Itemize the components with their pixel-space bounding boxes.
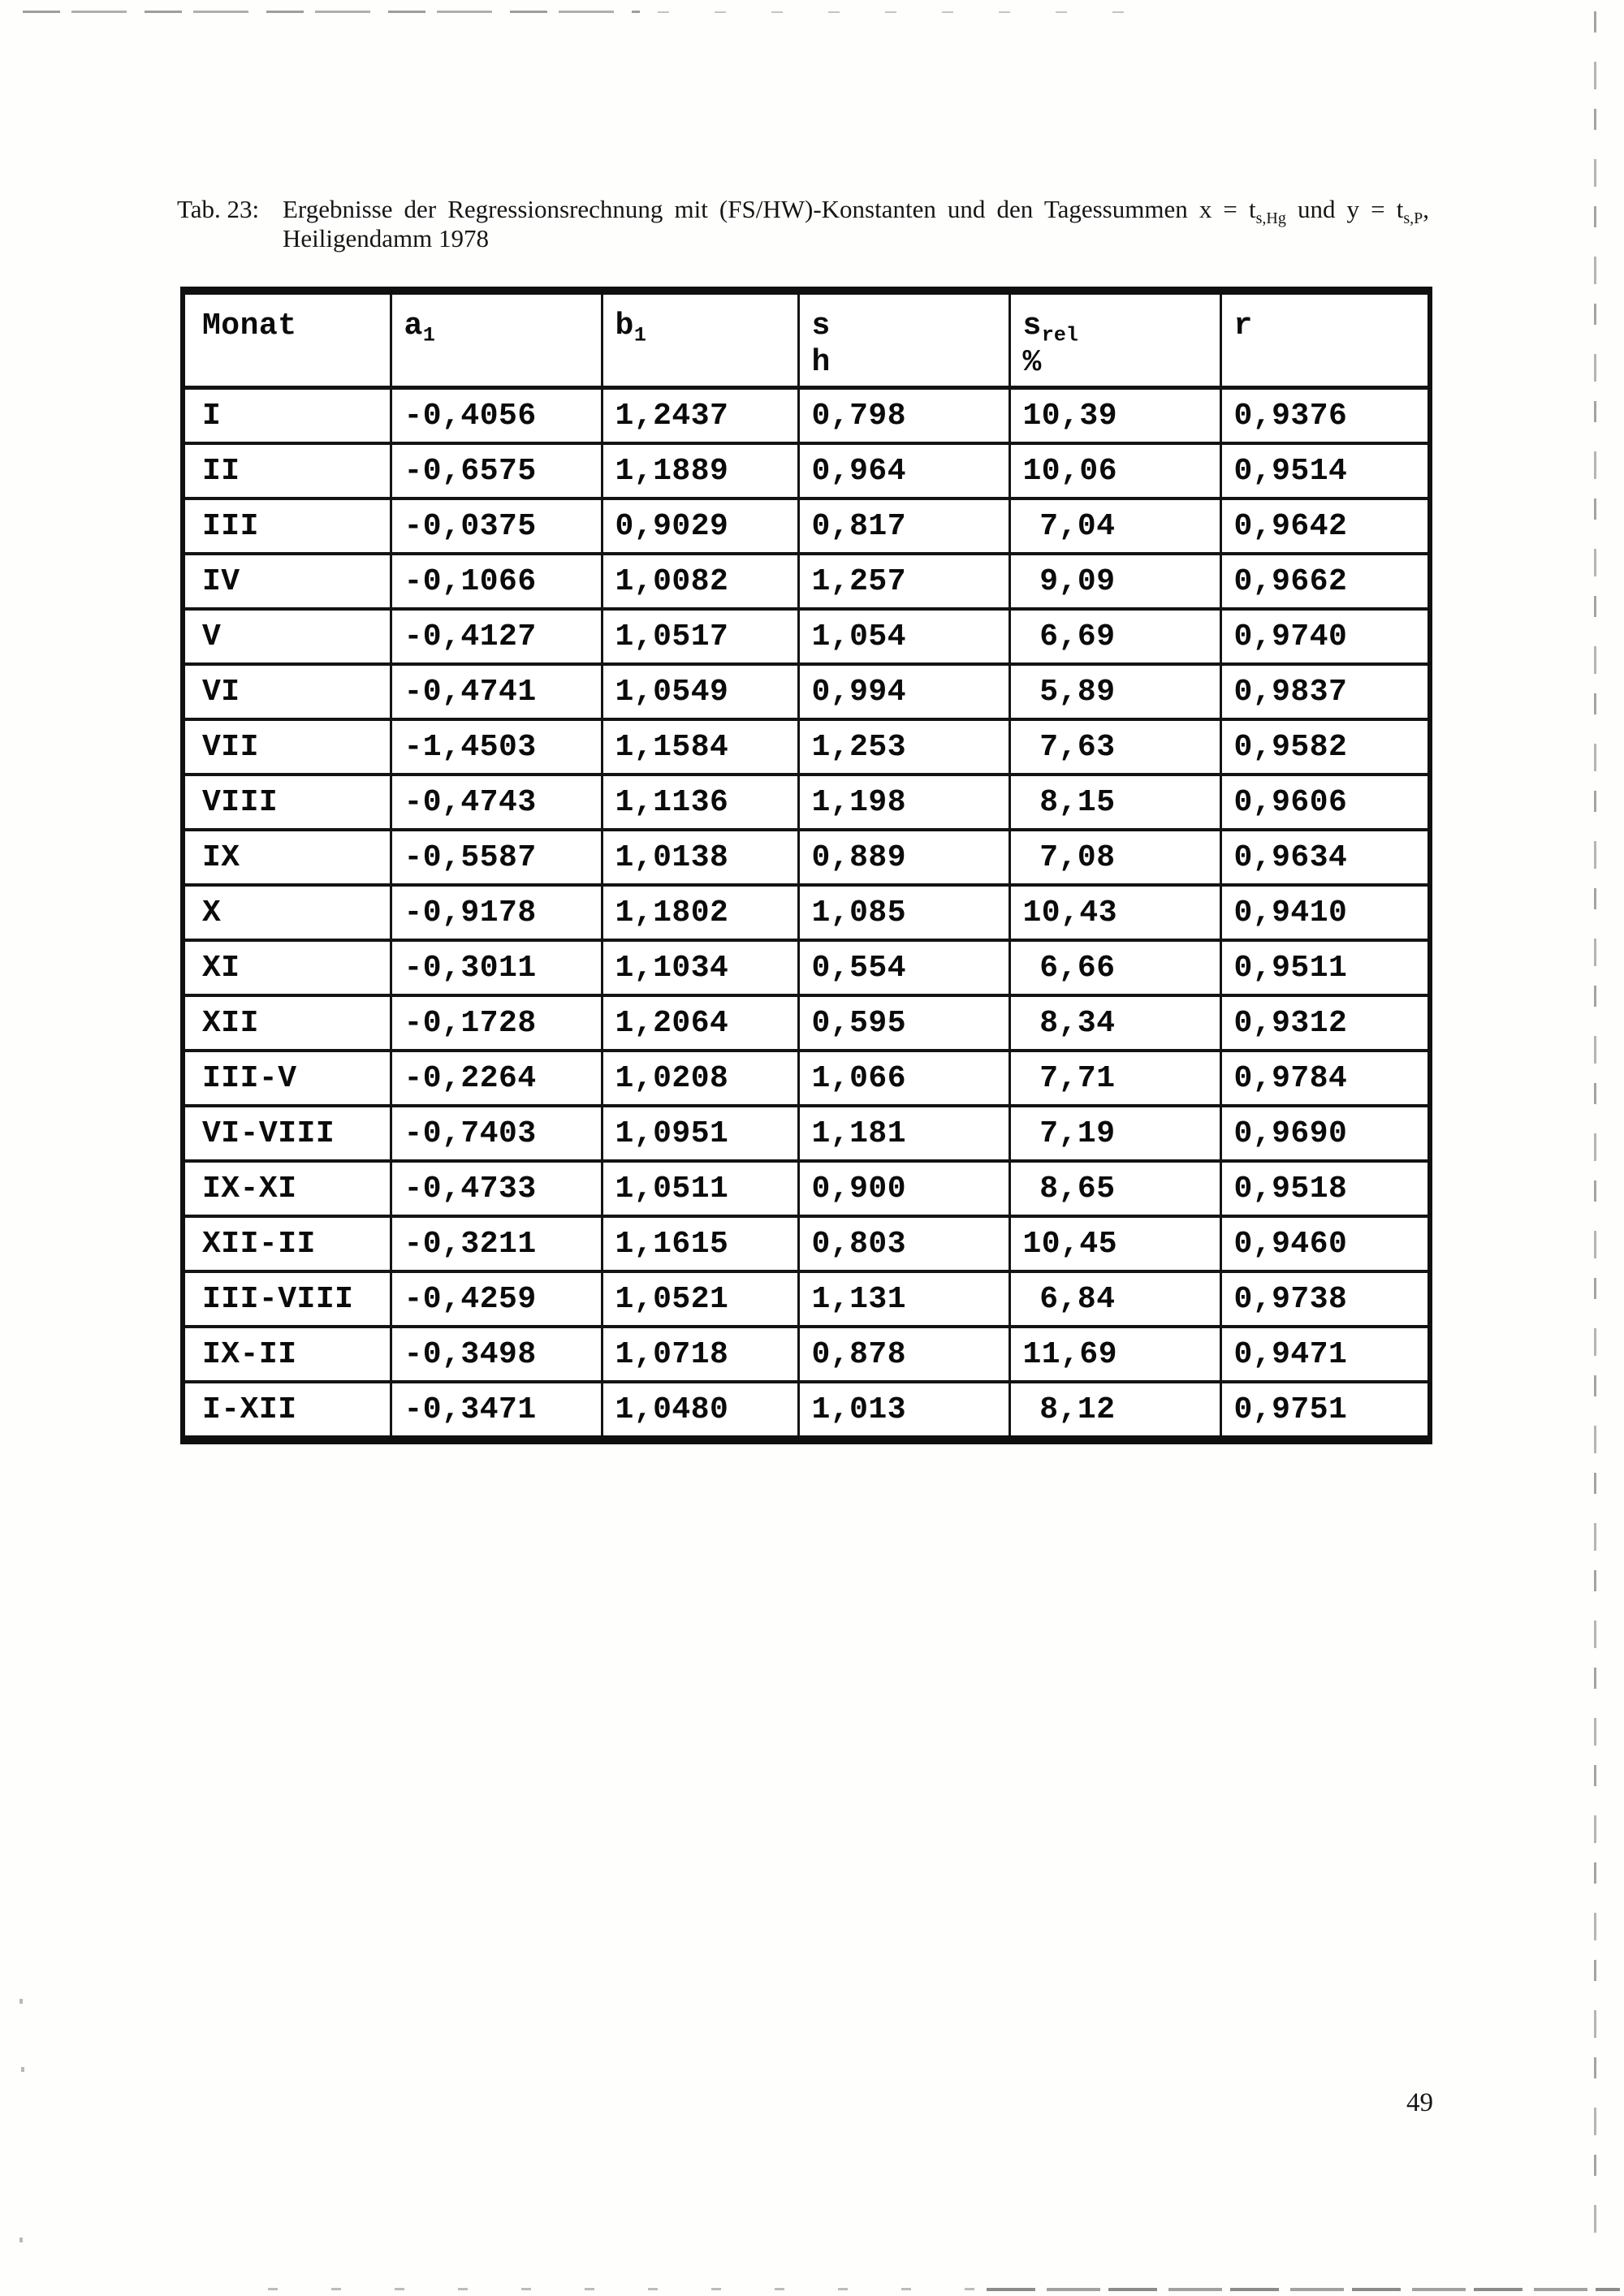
table-row xyxy=(183,1051,1430,1106)
col-header-b1 xyxy=(602,291,798,388)
caption-line-2: Heiligendamm 1978 xyxy=(283,224,489,252)
col-header-srel xyxy=(1009,291,1220,388)
cell-s: 0,595 xyxy=(798,995,1009,1051)
cell-a1: -0,3471 xyxy=(391,1382,602,1440)
cell-monat: III xyxy=(183,498,391,554)
caption-label: Tab. 23: xyxy=(177,195,260,223)
header-label: r xyxy=(1233,309,1253,343)
srel-value: 8,12 xyxy=(1039,1392,1116,1427)
cell-b1: 1,2437 xyxy=(602,388,798,444)
srel-value: 8,34 xyxy=(1039,1005,1116,1041)
table-row xyxy=(183,498,1430,554)
cell-monat: VI-VIII xyxy=(183,1106,391,1161)
cell-monat: VIII xyxy=(183,775,391,830)
caption-line-1 xyxy=(283,195,1429,228)
cell-s: 1,013 xyxy=(798,1382,1009,1440)
cell-srel xyxy=(1009,1106,1220,1161)
cell-s: 1,198 xyxy=(798,775,1009,830)
results-table xyxy=(180,287,1432,1444)
header-label: b xyxy=(615,309,634,343)
cell-b1: 1,0138 xyxy=(602,830,798,885)
cell-monat: III-VIII xyxy=(183,1271,391,1327)
cell-r: 0,9751 xyxy=(1220,1382,1430,1440)
header-row xyxy=(183,291,1430,388)
caption-segment: Ergebnisse der Regressionsrechnung mit (FS/HW)-Konstanten und den Tagessummen x = t xyxy=(283,195,1256,223)
scan-artifact-top-line-2 xyxy=(658,11,1145,13)
cell-b1: 1,0082 xyxy=(602,554,798,609)
cell-r: 0,9690 xyxy=(1220,1106,1430,1161)
cell-monat: XII xyxy=(183,995,391,1051)
cell-s: 0,798 xyxy=(798,388,1009,444)
cell-s: 0,964 xyxy=(798,443,1009,498)
cell-monat: IX xyxy=(183,830,391,885)
cell-srel xyxy=(1009,1161,1220,1216)
cell-a1: -0,7403 xyxy=(391,1106,602,1161)
cell-r: 0,9514 xyxy=(1220,443,1430,498)
cell-srel xyxy=(1009,1271,1220,1327)
table-row xyxy=(183,1271,1430,1327)
cell-a1: -0,4056 xyxy=(391,388,602,444)
cell-s: 0,900 xyxy=(798,1161,1009,1216)
cell-srel xyxy=(1009,775,1220,830)
cell-r: 0,9376 xyxy=(1220,388,1430,444)
cell-a1: -0,9178 xyxy=(391,885,602,940)
table-row xyxy=(183,995,1430,1051)
cell-b1: 1,0511 xyxy=(602,1161,798,1216)
cell-a1: -0,4741 xyxy=(391,664,602,719)
srel-value: 6,84 xyxy=(1039,1281,1116,1317)
cell-srel xyxy=(1009,388,1220,444)
cell-s: 1,257 xyxy=(798,554,1009,609)
cell-r: 0,9606 xyxy=(1220,775,1430,830)
cell-b1: 1,0208 xyxy=(602,1051,798,1106)
srel-value: 5,89 xyxy=(1039,674,1116,710)
cell-s: 0,554 xyxy=(798,940,1009,995)
cell-monat: X xyxy=(183,885,391,940)
table-row xyxy=(183,664,1430,719)
scan-artifact-bottom-line-2 xyxy=(987,2288,1620,2291)
cell-s: 0,878 xyxy=(798,1327,1009,1382)
cell-a1: -1,4503 xyxy=(391,719,602,775)
cell-a1: -0,2264 xyxy=(391,1051,602,1106)
scan-artifact-right-line xyxy=(1594,11,1596,2239)
cell-a1: -0,4127 xyxy=(391,609,602,664)
srel-value: 10,45 xyxy=(1022,1226,1118,1262)
header-subscript: rel xyxy=(1041,323,1078,347)
cell-a1: -0,3011 xyxy=(391,940,602,995)
cell-s: 0,817 xyxy=(798,498,1009,554)
cell-r: 0,9511 xyxy=(1220,940,1430,995)
srel-value: 10,39 xyxy=(1022,398,1118,434)
srel-value: 7,08 xyxy=(1039,839,1116,875)
header-subscript: 1 xyxy=(633,323,646,347)
cell-monat: VII xyxy=(183,719,391,775)
srel-value: 8,15 xyxy=(1039,784,1116,820)
cell-a1: -0,3498 xyxy=(391,1327,602,1382)
table-row xyxy=(183,443,1430,498)
cell-s: 1,085 xyxy=(798,885,1009,940)
srel-value: 7,63 xyxy=(1039,729,1116,765)
header-label: s xyxy=(1022,309,1042,343)
cell-r: 0,9784 xyxy=(1220,1051,1430,1106)
cell-monat: I xyxy=(183,388,391,444)
cell-s: 1,066 xyxy=(798,1051,1009,1106)
col-header-a1 xyxy=(391,291,602,388)
cell-a1: -0,0375 xyxy=(391,498,602,554)
srel-value: 6,69 xyxy=(1039,619,1116,654)
scan-artifact-bottom-line xyxy=(268,2288,983,2290)
cell-b1: 1,0951 xyxy=(602,1106,798,1161)
table-row xyxy=(183,775,1430,830)
table-body xyxy=(183,388,1430,1440)
cell-srel xyxy=(1009,498,1220,554)
cell-srel xyxy=(1009,664,1220,719)
cell-b1: 1,0480 xyxy=(602,1382,798,1440)
cell-b1: 1,0521 xyxy=(602,1271,798,1327)
cell-r: 0,9312 xyxy=(1220,995,1430,1051)
cell-b1: 0,9029 xyxy=(602,498,798,554)
table-row xyxy=(183,1161,1430,1216)
caption-subscript-ts-hg: s,Hg xyxy=(1255,209,1286,228)
srel-value: 10,06 xyxy=(1022,453,1118,489)
srel-value: 10,43 xyxy=(1022,895,1118,930)
caption-segment: und y = t xyxy=(1285,195,1404,223)
table-row xyxy=(183,1382,1430,1440)
cell-monat: III-V xyxy=(183,1051,391,1106)
cell-b1: 1,1802 xyxy=(602,885,798,940)
cell-srel xyxy=(1009,1216,1220,1271)
table-row xyxy=(183,1327,1430,1382)
cell-monat: IV xyxy=(183,554,391,609)
cell-s: 1,054 xyxy=(798,609,1009,664)
cell-monat: IX-XI xyxy=(183,1161,391,1216)
cell-a1: -0,1066 xyxy=(391,554,602,609)
table-row xyxy=(183,719,1430,775)
cell-b1: 1,2064 xyxy=(602,995,798,1051)
table-row xyxy=(183,388,1430,444)
srel-value: 7,19 xyxy=(1039,1116,1116,1151)
caption-subscript-ts-p: s,P xyxy=(1403,209,1423,228)
cell-a1: -0,6575 xyxy=(391,443,602,498)
cell-b1: 1,1584 xyxy=(602,719,798,775)
header-unit: % xyxy=(1022,345,1042,380)
srel-value: 6,66 xyxy=(1039,950,1116,986)
cell-srel xyxy=(1009,1327,1220,1382)
caption-segment: , xyxy=(1423,195,1429,223)
col-header-monat xyxy=(183,291,391,388)
col-header-s xyxy=(798,291,1009,388)
table-caption xyxy=(177,195,1429,253)
scan-speck xyxy=(21,2067,24,2072)
cell-r: 0,9738 xyxy=(1220,1271,1430,1327)
cell-b1: 1,0718 xyxy=(602,1327,798,1382)
cell-srel xyxy=(1009,830,1220,885)
cell-s: 1,131 xyxy=(798,1271,1009,1327)
srel-value: 9,09 xyxy=(1039,563,1116,599)
cell-s: 0,803 xyxy=(798,1216,1009,1271)
cell-b1: 1,1889 xyxy=(602,443,798,498)
cell-b1: 1,1615 xyxy=(602,1216,798,1271)
caption-text xyxy=(283,195,1429,253)
cell-b1: 1,1136 xyxy=(602,775,798,830)
cell-srel xyxy=(1009,443,1220,498)
cell-srel xyxy=(1009,1382,1220,1440)
cell-a1: -0,4743 xyxy=(391,775,602,830)
table-row xyxy=(183,1216,1430,1271)
results-table-container xyxy=(180,287,1432,1444)
cell-srel xyxy=(1009,885,1220,940)
table-row xyxy=(183,554,1430,609)
cell-monat: II xyxy=(183,443,391,498)
cell-monat: XII-II xyxy=(183,1216,391,1271)
cell-r: 0,9740 xyxy=(1220,609,1430,664)
cell-srel xyxy=(1009,995,1220,1051)
table-row xyxy=(183,609,1430,664)
cell-srel xyxy=(1009,1051,1220,1106)
table-row xyxy=(183,885,1430,940)
cell-r: 0,9410 xyxy=(1220,885,1430,940)
cell-monat: I-XII xyxy=(183,1382,391,1440)
cell-srel xyxy=(1009,940,1220,995)
cell-b1: 1,0517 xyxy=(602,609,798,664)
table-row xyxy=(183,1106,1430,1161)
cell-r: 0,9642 xyxy=(1220,498,1430,554)
scan-artifact-top-line xyxy=(23,11,640,13)
col-header-r xyxy=(1220,291,1430,388)
header-unit: h xyxy=(811,345,831,380)
header-label: a xyxy=(404,309,423,343)
srel-value: 8,65 xyxy=(1039,1171,1116,1206)
cell-r: 0,9460 xyxy=(1220,1216,1430,1271)
scan-speck xyxy=(19,2238,23,2242)
cell-a1: -0,4259 xyxy=(391,1271,602,1327)
table-row xyxy=(183,940,1430,995)
header-label: Monat xyxy=(202,309,297,343)
cell-monat: IX-II xyxy=(183,1327,391,1382)
cell-r: 0,9582 xyxy=(1220,719,1430,775)
cell-r: 0,9837 xyxy=(1220,664,1430,719)
table-row xyxy=(183,830,1430,885)
cell-s: 1,181 xyxy=(798,1106,1009,1161)
cell-s: 0,994 xyxy=(798,664,1009,719)
cell-a1: -0,3211 xyxy=(391,1216,602,1271)
header-label: s xyxy=(811,309,831,343)
cell-a1: -0,1728 xyxy=(391,995,602,1051)
cell-srel xyxy=(1009,554,1220,609)
cell-r: 0,9634 xyxy=(1220,830,1430,885)
cell-r: 0,9518 xyxy=(1220,1161,1430,1216)
srel-value: 7,71 xyxy=(1039,1060,1116,1096)
scan-speck xyxy=(19,1999,23,2004)
cell-monat: V xyxy=(183,609,391,664)
cell-b1: 1,1034 xyxy=(602,940,798,995)
cell-monat: VI xyxy=(183,664,391,719)
srel-value: 7,04 xyxy=(1039,508,1116,544)
srel-value: 11,69 xyxy=(1022,1336,1118,1372)
cell-s: 0,889 xyxy=(798,830,1009,885)
cell-r: 0,9662 xyxy=(1220,554,1430,609)
cell-monat: XI xyxy=(183,940,391,995)
cell-srel xyxy=(1009,719,1220,775)
cell-b1: 1,0549 xyxy=(602,664,798,719)
page-number: 49 xyxy=(1406,2088,1433,2117)
cell-a1: -0,4733 xyxy=(391,1161,602,1216)
cell-srel xyxy=(1009,609,1220,664)
cell-r: 0,9471 xyxy=(1220,1327,1430,1382)
header-subscript: 1 xyxy=(422,323,435,347)
cell-a1: -0,5587 xyxy=(391,830,602,885)
cell-s: 1,253 xyxy=(798,719,1009,775)
